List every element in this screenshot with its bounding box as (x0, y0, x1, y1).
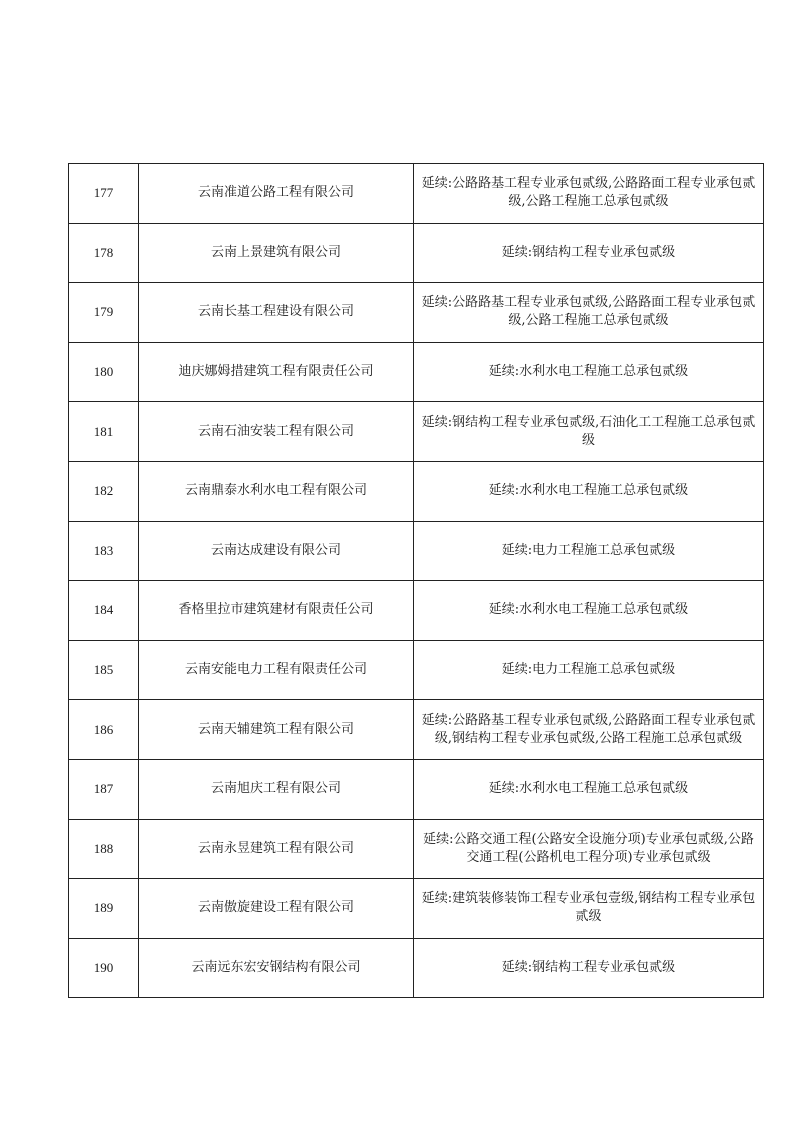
table-row (69, 819, 764, 879)
table-row (69, 879, 764, 939)
table-row (69, 521, 764, 581)
company-name: 云南天辅建筑工程有限公司 (139, 700, 414, 760)
qualification-scope: 延续:电力工程施工总承包贰级 (414, 640, 764, 700)
row-number: 178 (69, 223, 139, 283)
company-name: 云南达成建设有限公司 (139, 521, 414, 581)
row-number: 181 (69, 402, 139, 462)
table-row (69, 640, 764, 700)
company-name: 云南上景建筑有限公司 (139, 223, 414, 283)
company-name: 云南准道公路工程有限公司 (139, 164, 414, 224)
qualification-table (68, 163, 764, 998)
company-name: 迪庆娜姆措建筑工程有限责任公司 (139, 342, 414, 402)
company-name: 云南石油安装工程有限公司 (139, 402, 414, 462)
row-number: 184 (69, 581, 139, 641)
company-name: 云南旭庆工程有限公司 (139, 759, 414, 819)
company-name: 云南安能电力工程有限责任公司 (139, 640, 414, 700)
row-number: 188 (69, 819, 139, 879)
table-row (69, 164, 764, 224)
qualification-scope: 延续:公路路基工程专业承包贰级,公路路面工程专业承包贰级,公路工程施工总承包贰级 (414, 164, 764, 224)
qualification-scope: 延续:钢结构工程专业承包贰级,石油化工工程施工总承包贰级 (414, 402, 764, 462)
company-name: 云南永昱建筑工程有限公司 (139, 819, 414, 879)
qualification-scope: 延续:水利水电工程施工总承包贰级 (414, 342, 764, 402)
qualification-scope: 延续:水利水电工程施工总承包贰级 (414, 461, 764, 521)
qualification-scope: 延续:钢结构工程专业承包贰级 (414, 938, 764, 998)
company-name: 香格里拉市建筑建材有限责任公司 (139, 581, 414, 641)
table-row (69, 402, 764, 462)
company-name: 云南鼎泰水利水电工程有限公司 (139, 461, 414, 521)
row-number: 189 (69, 879, 139, 939)
table-body (69, 164, 764, 998)
qualification-scope: 延续:建筑装修装饰工程专业承包壹级,钢结构工程专业承包贰级 (414, 879, 764, 939)
company-name: 云南傲旋建设工程有限公司 (139, 879, 414, 939)
qualification-scope: 延续:电力工程施工总承包贰级 (414, 521, 764, 581)
row-number: 186 (69, 700, 139, 760)
table-row (69, 759, 764, 819)
row-number: 180 (69, 342, 139, 402)
qualification-scope: 延续:水利水电工程施工总承包贰级 (414, 581, 764, 641)
table-row (69, 283, 764, 343)
qualification-scope: 延续:公路路基工程专业承包贰级,公路路面工程专业承包贰级,钢结构工程专业承包贰级,公路工程施工总承包贰级 (414, 700, 764, 760)
qualification-scope: 延续:公路交通工程(公路安全设施分项)专业承包贰级,公路交通工程(公路机电工程分项)专业承包贰级 (414, 819, 764, 879)
table-row (69, 938, 764, 998)
qualification-scope: 延续:水利水电工程施工总承包贰级 (414, 759, 764, 819)
row-number: 177 (69, 164, 139, 224)
table-row (69, 581, 764, 641)
qualification-scope: 延续:公路路基工程专业承包贰级,公路路面工程专业承包贰级,公路工程施工总承包贰级 (414, 283, 764, 343)
qualification-scope: 延续:钢结构工程专业承包贰级 (414, 223, 764, 283)
table-row (69, 223, 764, 283)
company-name: 云南长基工程建设有限公司 (139, 283, 414, 343)
row-number: 187 (69, 759, 139, 819)
table-row (69, 342, 764, 402)
company-name: 云南远东宏安钢结构有限公司 (139, 938, 414, 998)
table-row (69, 700, 764, 760)
row-number: 179 (69, 283, 139, 343)
row-number: 190 (69, 938, 139, 998)
row-number: 185 (69, 640, 139, 700)
row-number: 182 (69, 461, 139, 521)
row-number: 183 (69, 521, 139, 581)
table-row (69, 461, 764, 521)
